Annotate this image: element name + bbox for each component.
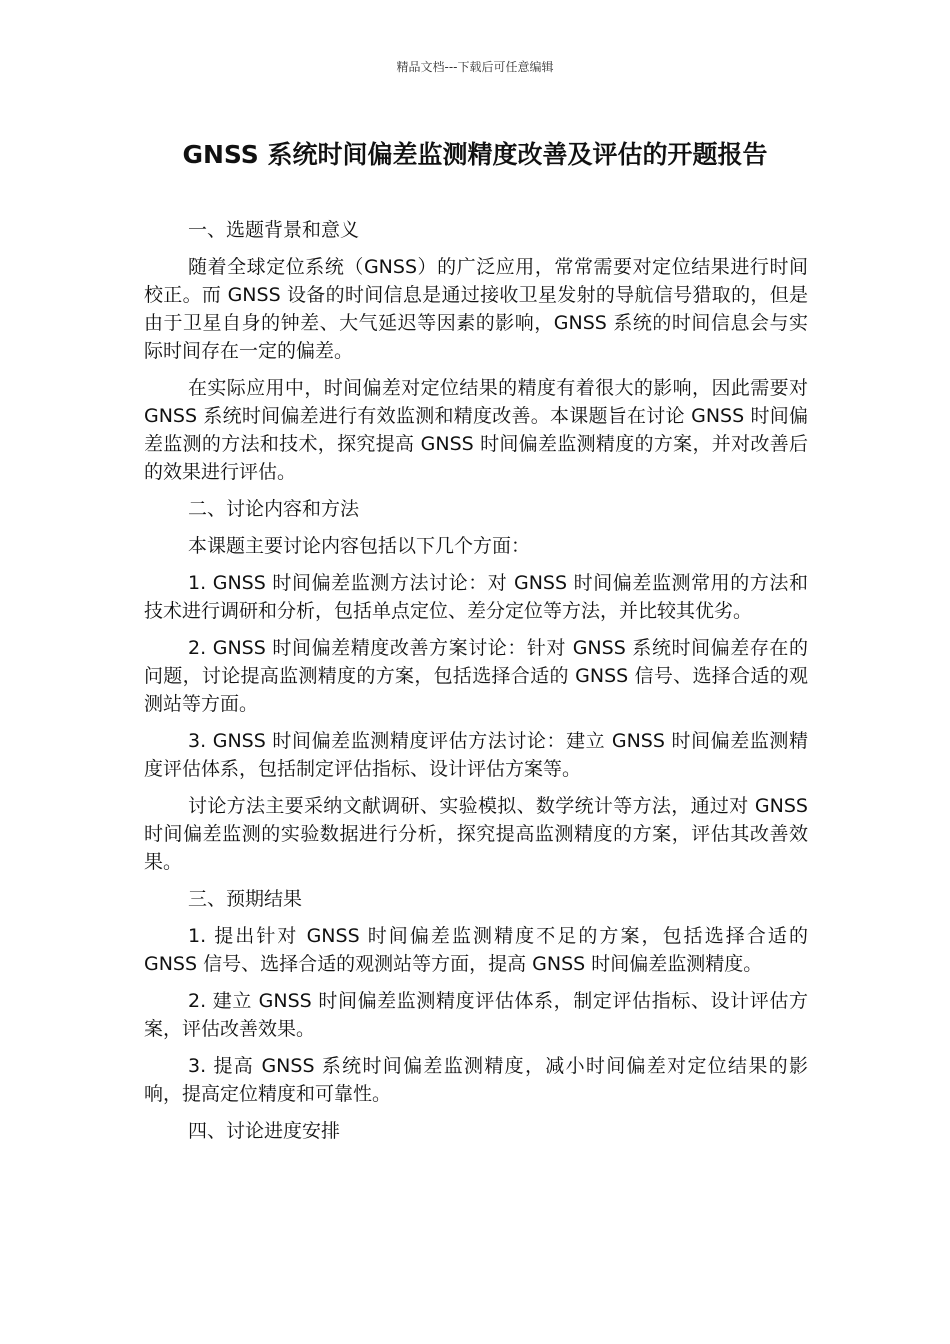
paragraph-content-intro: 本课题主要讨论内容包括以下几个方面： [188, 535, 531, 557]
list-item-content-1: 1. GNSS 时间偏差监测方法讨论：对 GNSS 时间偏差监测常用的方法和技术进行调研和分析，包括单点定位、差分定位等方法，并比较其优劣。 [144, 572, 808, 622]
list-item-result-2: 2. 建立 GNSS 时间偏差监测精度评估体系，制定评估指标、设计评估方案，评估改善效果。 [144, 990, 808, 1040]
header-note: 精品文档---下载后可任意编辑 [396, 60, 554, 74]
document-body [144, 216, 808, 1154]
section-heading-content-methods: 二、讨论内容和方法 [188, 498, 360, 520]
list-item-result-1: 1. 提出针对 GNSS 时间偏差监测精度不足的方案，包括选择合适的 GNSS 信号、选择合适的观测站等方面，提高 GNSS 时间偏差监测精度。 [144, 925, 808, 975]
list-item-result-3: 3. 提高 GNSS 系统时间偏差监测精度，减小时间偏差对定位结果的影响，提高定位精度和可靠性。 [144, 1055, 808, 1105]
paragraph-background-1: 随着全球定位系统（GNSS）的广泛应用，常常需要对定位结果进行时间校正。而 GNSS 设备的时间信息是通过接收卫星发射的导航信号猎取的，但是由于卫星自身的钟差、大气延迟等因素的影响，GNSS 系统的时间信息会与实际时间存在一定的偏差。 [144, 256, 808, 362]
section-heading-expected-results: 三、预期结果 [188, 888, 303, 910]
paragraph-methods: 讨论方法主要采纳文献调研、实验模拟、数学统计等方法，通过对 GNSS 时间偏差监测的实验数据进行分析，探究提高监测精度的方案，评估其改善效果。 [144, 795, 808, 873]
list-item-content-2: 2. GNSS 时间偏差精度改善方案讨论：针对 GNSS 系统时间偏差存在的问题，讨论提高监测精度的方案，包括选择合适的 GNSS 信号、选择合适的观测站等方面。 [144, 637, 808, 715]
section-heading-background: 一、选题背景和意义 [188, 219, 360, 241]
list-item-content-3: 3. GNSS 时间偏差监测精度评估方法讨论：建立 GNSS 时间偏差监测精度评估体系，包括制定评估指标、设计评估方案等。 [144, 730, 808, 780]
paragraph-background-2: 在实际应用中，时间偏差对定位结果的精度有着很大的影响，因此需要对 GNSS 系统时间偏差进行有效监测和精度改善。本课题旨在讨论 GNSS 时间偏差监测的方法和技术，探究提高 GNSS 时间偏差监测精度的方案，并对改善后的效果进行评估。 [144, 377, 808, 483]
document-title: GNSS 系统时间偏差监测精度改善及评估的开题报告 [182, 140, 768, 169]
section-heading-schedule: 四、讨论进度安排 [188, 1120, 341, 1142]
